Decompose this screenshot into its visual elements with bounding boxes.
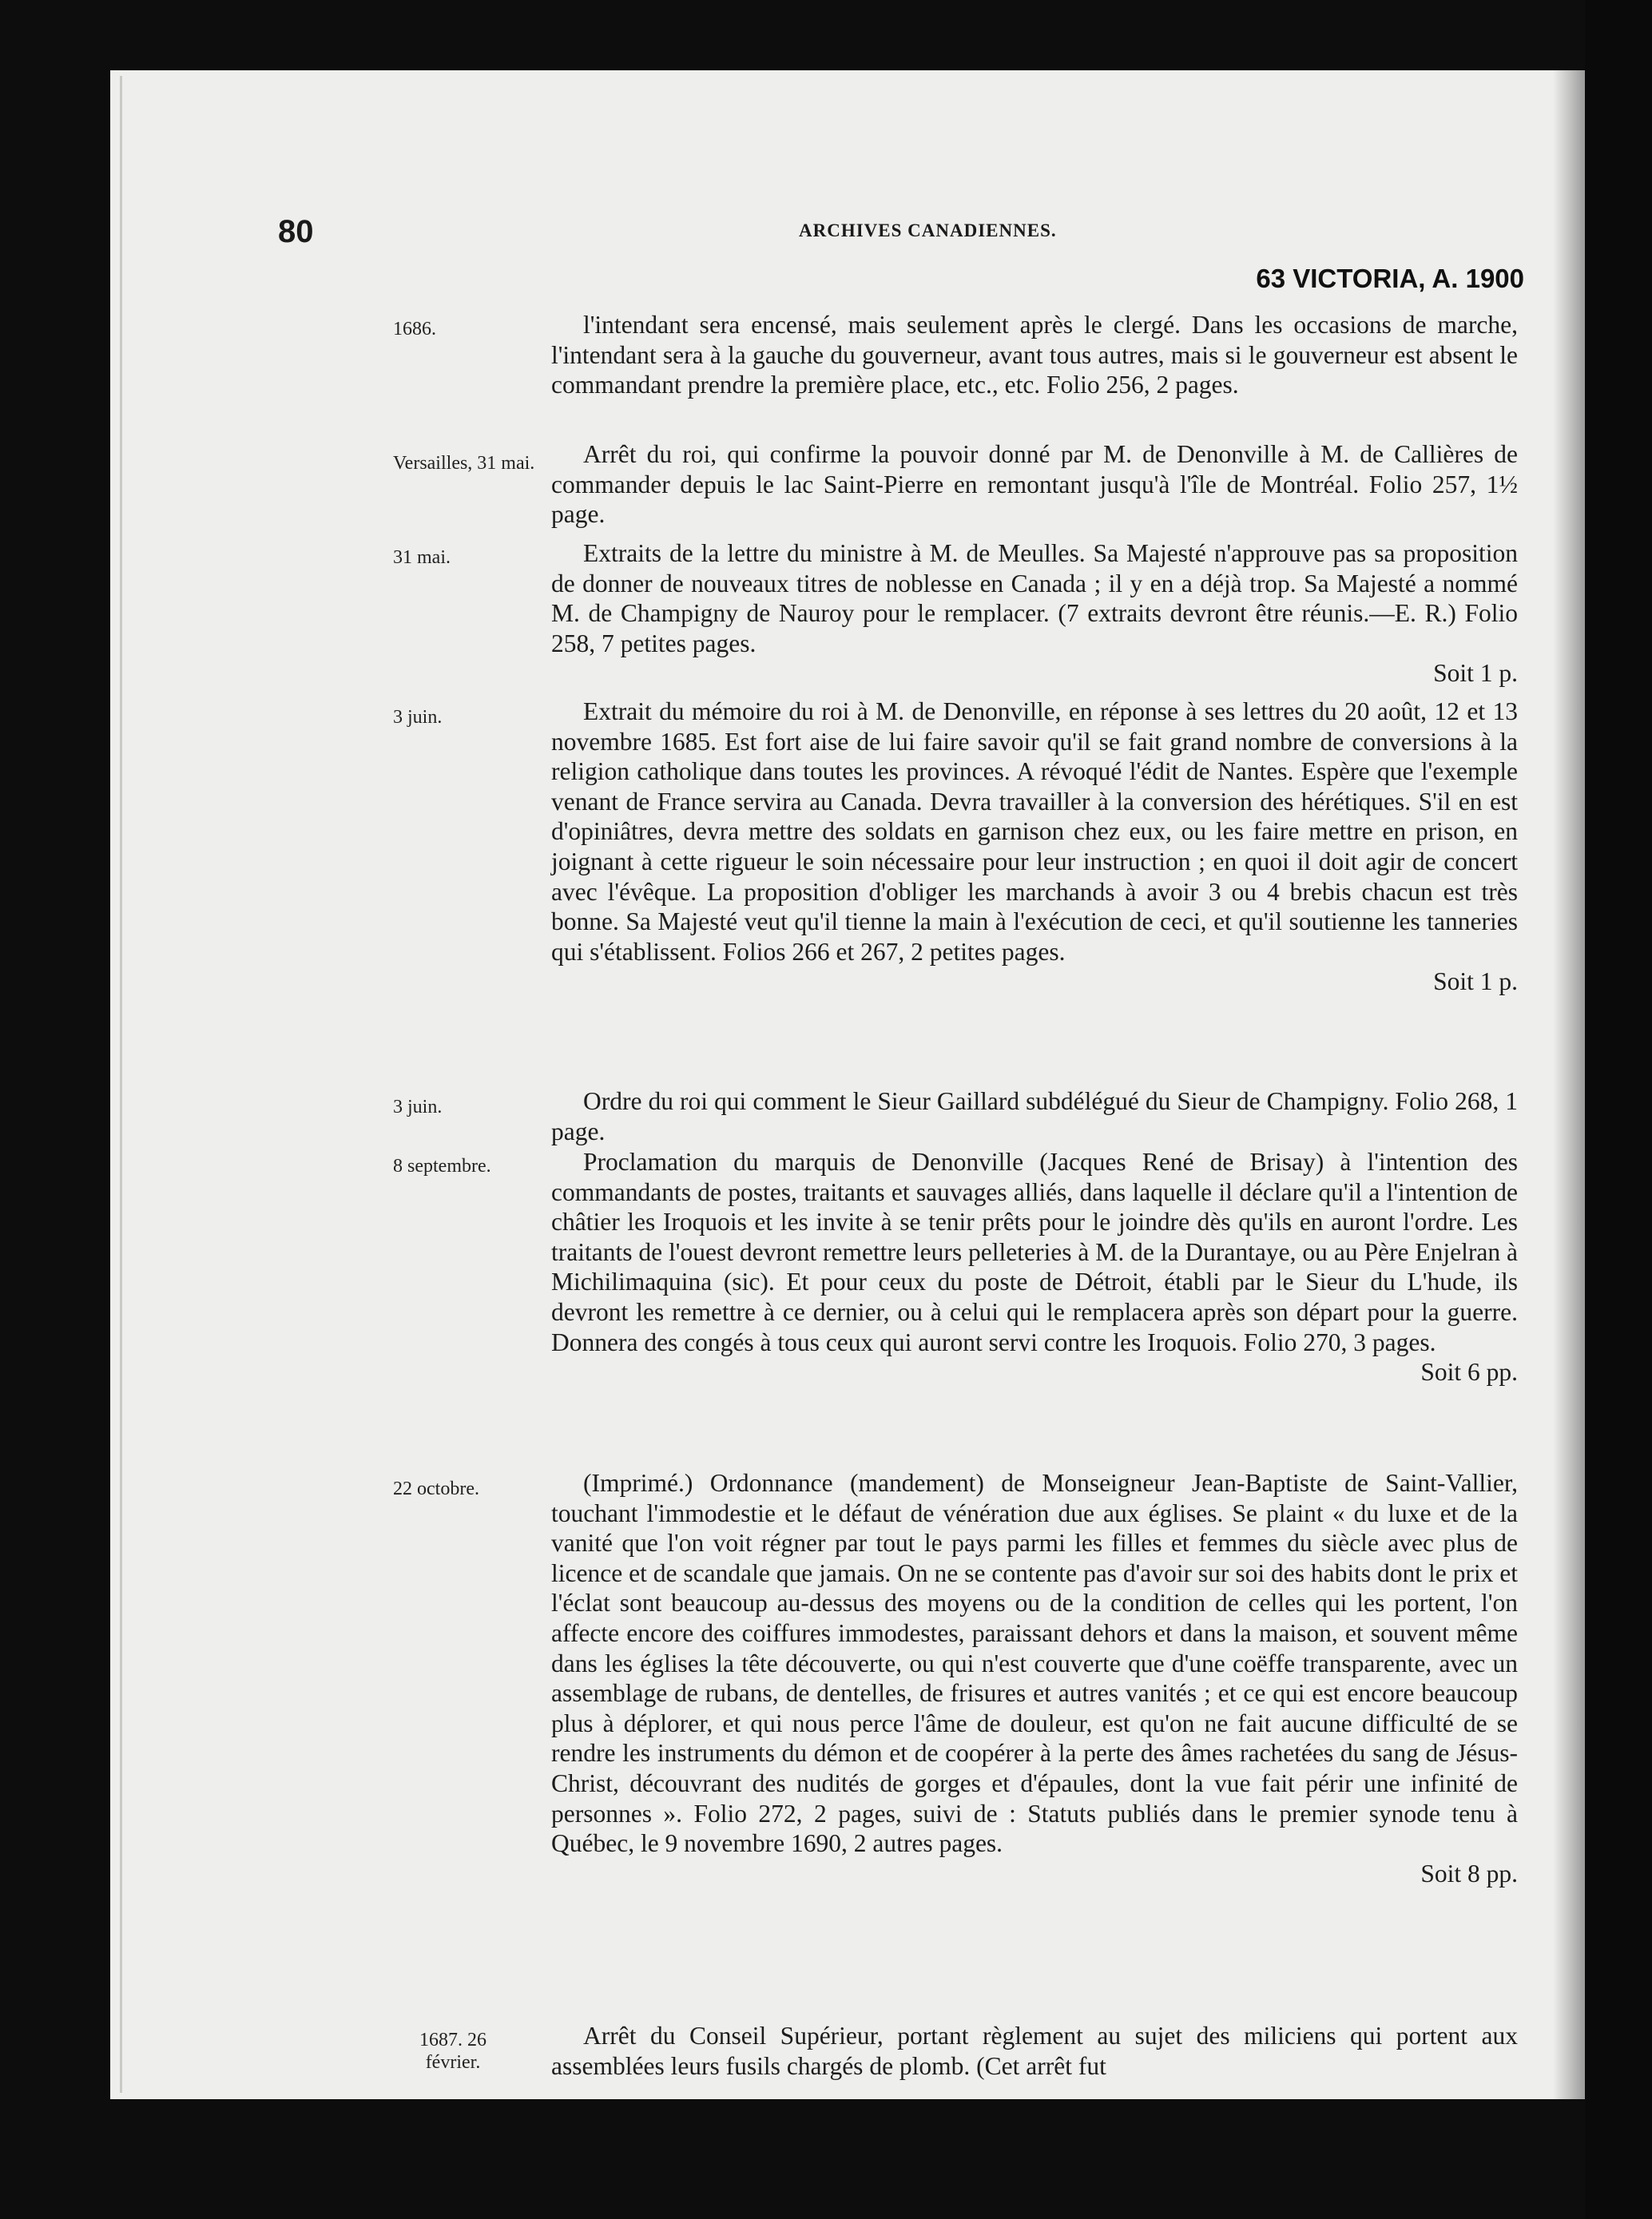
session-heading: 63 VICTORIA, A. 1900: [1256, 264, 1524, 293]
scan-border-left: [0, 0, 110, 2219]
entry: [551, 1086, 1518, 1146]
entry: [551, 439, 1518, 530]
entry-text: (Imprimé.) Ordonnance (mandement) de Monseigneur Jean-Baptiste de Saint-Vallier, touchant l'immodestie et le défaut de vénération due aux églises. Se plaint « du luxe et de la vanité que l'on voit régner par tout le pays parmi les filles et femmes du siècle avec plus de licence et de scandale que jamais. On ne se contente pas d'avoir sur soi des habits dont le prix et l'éclat sont beaucoup au-dessus des moyens ou de la condition de celles qui les portent, l'on affecte encore des coiffures immodestes, paraissant dehors et dans la maison, et souvent même dans les églises la tête découverte, ou qui n'est couverte que d'une coëffe transparente, avec un assemblage de rubans, de dentelles, de frisures et autres vanités ; et ce qui est encore beaucoup plus à déplorer, et qui nous perce l'âme de douleur, est qu'on ne fait aucune difficulté de se rendre les instruments du démon et de coopérer à la perte des âmes rachetées du sang de Jésus-Christ, découvrant des nudités de gorges et d'épaules, dont la vue fait périr une infinité de personnes ». Folio 272, 2 pages, suivi de : Statuts publiés dans le premier synode tenu à Québec, le 9 novembre 1690, 2 autres pages.: [551, 1469, 1518, 1858]
entry: [551, 538, 1518, 689]
scan-border-bottom: [0, 2099, 1652, 2219]
soit-note: Soit 1 p.: [1433, 967, 1518, 996]
page-edge: [120, 76, 122, 2093]
entry-text: Proclamation du marquis de Denonville (Jacques René de Brisay) à l'intention des commandants de postes, traitants et sauvages alliés, dans laquelle il déclare qu'il a l'intention de châtier les Iroquois et les invite à se tenir prêts pour le joindre dès qu'ils en auront l'ordre. Les traitants de l'ouest devront remettre leurs pelleteries à M. de la Durantaye, ou au Père Enjelran à Michilimaquina (sic). Et pour ceux du poste de Détroit, établi par le Sieur du L'hude, ils devront les remettre à ce dernier, ou à celui qui le remplacera après son départ pour la guerre. Donnera des congés à tous ceux qui auront servi contre les Iroquois. Folio 270, 3 pages.: [551, 1148, 1518, 1356]
page-number: 80: [278, 214, 314, 249]
scan-border-right: [1585, 0, 1652, 2219]
entry: [551, 310, 1518, 400]
margin-date: 3 juin.: [393, 1097, 443, 1117]
entry: [551, 2021, 1518, 2081]
entry: [551, 697, 1518, 997]
soit-note: Soit 8 pp.: [1420, 1859, 1518, 1888]
gutter-shadow: [1553, 70, 1585, 2099]
margin-date: 1686.: [393, 319, 436, 339]
margin-date: 3 juin.: [393, 707, 443, 728]
scan-border-top: [0, 0, 1652, 70]
margin-date: 1687. 26 février.: [419, 2030, 486, 2073]
entry-text: Extrait du mémoire du roi à M. de Denonville, en réponse à ses lettres du 20 août, 12 et 13 novembre 1685. Est fort aise de lui faire savoir qu'il se fait grand nombre de conversions à la religion catholique dans toutes les provinces. A révoqué l'édit de Nantes. Espère que l'exemple venant de France servira au Canada. Devra travailler à la conversion des hérétiques. S'il en est d'opiniâtres, devra mettre des soldats en garnison chez eux, ou les faire mettre en prison, en joignant à cette rigueur le soin nécessaire pour leur instruction ; en quoi il doit agir de concert avec l'évêque. La proposition d'obliger les marchands à avoir 3 ou 4 brebis chacun est très bonne. Sa Majesté veut qu'il tienne la main à l'exécution de ceci, et qu'il soutienne les tanneries qui s'établissent. Folios 266 et 267, 2 petites pages.: [551, 697, 1518, 966]
running-title: ARCHIVES CANADIENNES.: [799, 220, 1057, 240]
soit-note: Soit 1 p.: [1433, 659, 1518, 688]
soit-note: Soit 6 pp.: [1420, 1358, 1518, 1387]
entry-text: l'intendant sera encensé, mais seulement après le clergé. Dans les occasions de marche, l'intendant sera à la gauche du gouverneur, avant tous autres, mais si le gouverneur est absent le commandant prendre la première place, etc., etc. Folio 256, 2 pages.: [551, 311, 1518, 399]
entry-text: Arrêt du roi, qui confirme la pouvoir donné par M. de Denonville à M. de Callières de commander depuis le lac Saint-Pierre en remontant jusqu'à l'île de Montréal. Folio 257, 1½ page.: [551, 440, 1518, 529]
entry: [551, 1468, 1518, 1888]
margin-date: Versailles, 31 mai.: [393, 453, 535, 474]
margin-date: 8 septembre.: [393, 1156, 491, 1177]
margin-date: 31 mai.: [393, 547, 451, 568]
entry-text: Arrêt du Conseil Supérieur, portant règlement au sujet des miliciens qui portent aux assemblées leurs fusils chargés de plomb. (Cet arrêt fut: [551, 2022, 1518, 2080]
margin-date: 22 octobre.: [393, 1479, 479, 1499]
entry-text: Extraits de la lettre du ministre à M. de Meulles. Sa Majesté n'approuve pas sa proposition de donner de nouveaux titres de noblesse en Canada ; il y en a déjà trop. Sa Majesté a nommé M. de Champigny de Nauroy pour le remplacer. (7 extraits devront être réunis.—E. R.) Folio 258, 7 petites pages.: [551, 539, 1518, 657]
entry: [551, 1147, 1518, 1387]
entry-text: Ordre du roi qui comment le Sieur Gaillard subdélégué du Sieur de Champigny. Folio 268, 1 page.: [551, 1087, 1518, 1145]
